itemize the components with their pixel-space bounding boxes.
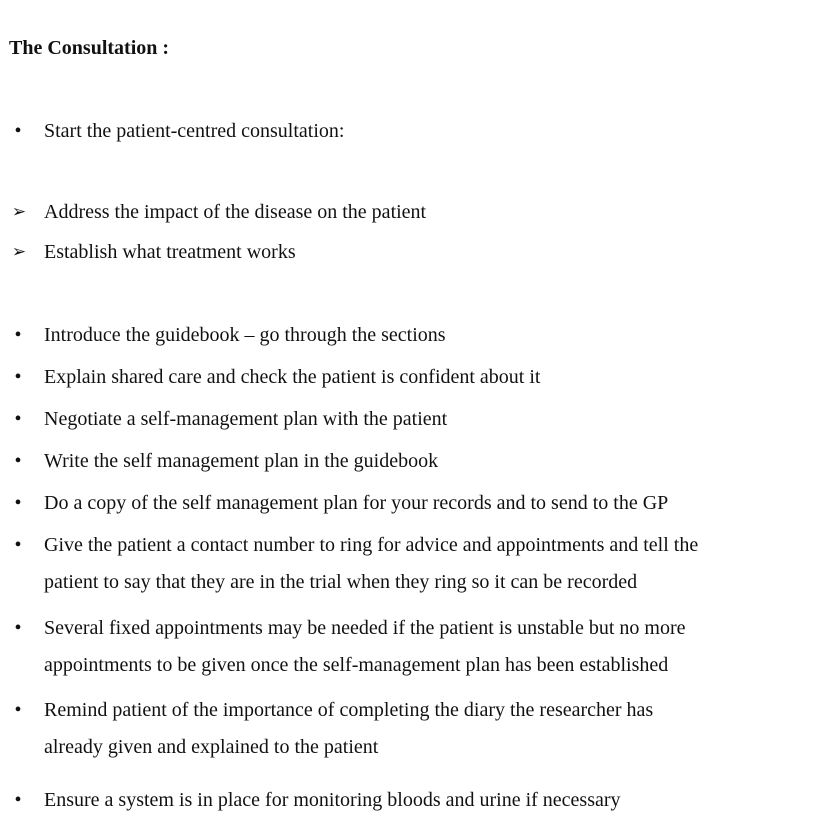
bullet-item-line: Give the patient a contact number to ring for advice and appointments and tell the	[44, 534, 699, 556]
bullet-item-line: already given and explained to the patient	[44, 736, 379, 758]
bullet-marker: •	[14, 617, 22, 639]
bullet-item-line: patient to say that they are in the trial when they ring so it can be recorded	[44, 571, 638, 593]
bullet-marker: •	[14, 120, 22, 142]
bullet-marker: •	[14, 789, 22, 811]
bullet-item-line: Ensure a system is in place for monitoring bloods and urine if necessary	[44, 789, 621, 811]
arrow-bullet-icon: ➢	[11, 202, 27, 222]
bullet-marker: •	[14, 366, 22, 388]
bullet-item-line: Several fixed appointments may be needed if the patient is unstable but no more	[44, 617, 686, 639]
bullet-item-line: Negotiate a self-management plan with the patient	[44, 408, 448, 430]
intro-bullet-text: Start the patient-centred consultation:	[44, 120, 345, 142]
bullet-marker: •	[14, 699, 22, 721]
bullet-marker: •	[14, 408, 22, 430]
bullet-marker: •	[14, 324, 22, 346]
bullet-item-line: Remind patient of the importance of completing the diary the researcher has	[44, 699, 654, 721]
sub-item-text: Address the impact of the disease on the patient	[44, 201, 427, 223]
bullet-item-line: Write the self management plan in the guidebook	[44, 450, 439, 472]
bullet-item-line: Introduce the guidebook – go through the sections	[44, 324, 446, 346]
bullet-marker: •	[14, 492, 22, 514]
sub-item-text: Establish what treatment works	[44, 241, 296, 263]
arrow-bullet-icon: ➢	[11, 242, 27, 262]
bullet-item-line: appointments to be given once the self-management plan has been established	[44, 654, 669, 676]
bullet-item-line: Do a copy of the self management plan for your records and to send to the GP	[44, 492, 669, 514]
bullet-marker: •	[14, 450, 22, 472]
section-heading: The Consultation :	[9, 37, 170, 59]
bullet-marker: •	[14, 534, 22, 556]
bullet-item-line: Explain shared care and check the patient is confident about it	[44, 366, 541, 388]
